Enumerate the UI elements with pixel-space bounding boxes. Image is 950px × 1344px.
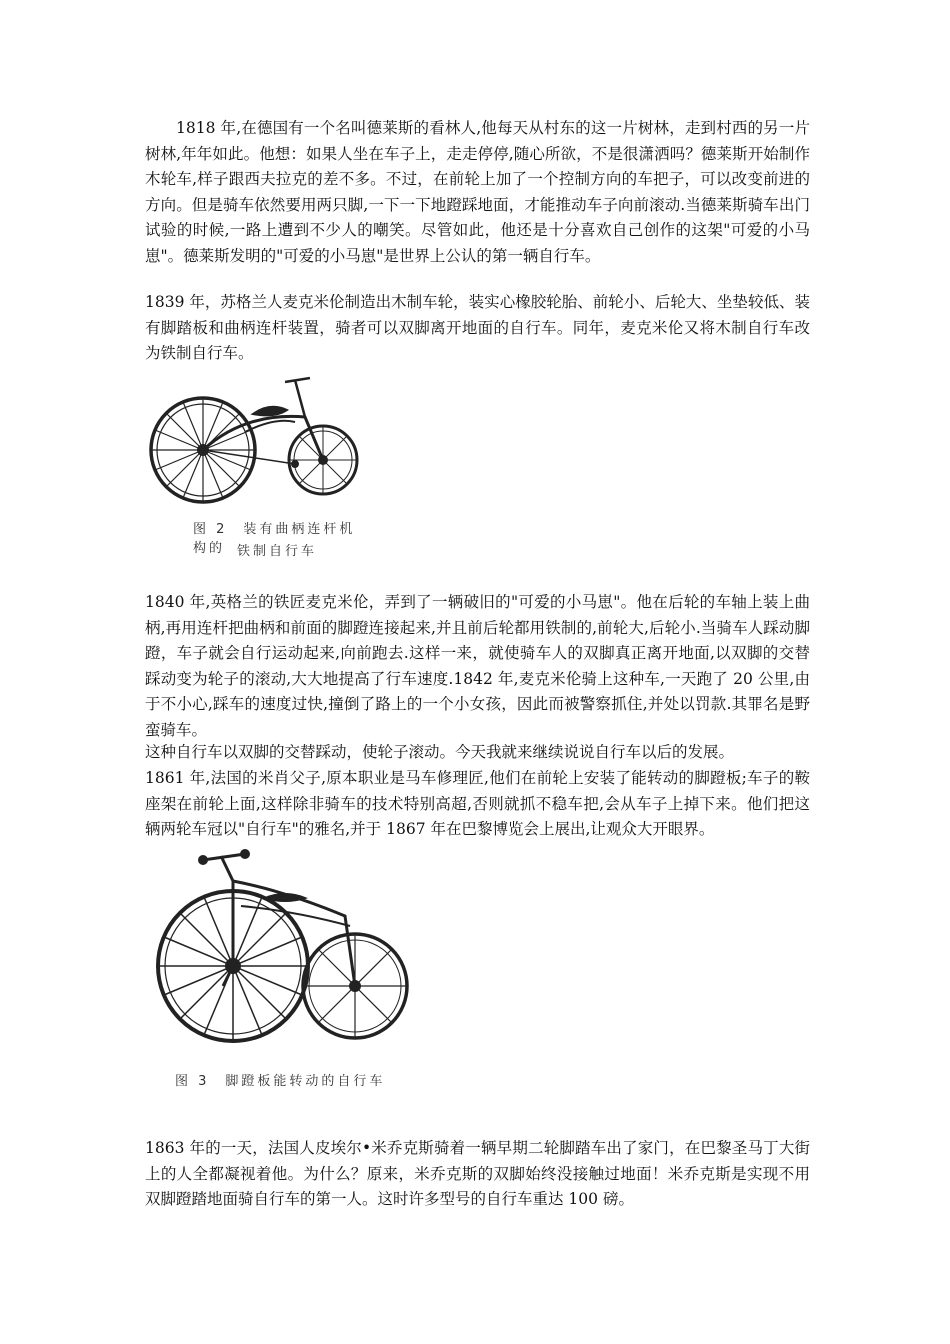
figure-3-pedal-bicycle: [145, 846, 415, 1092]
paragraph-1839: 1839 年，苏格兰人麦克米伦制造出木制车轮，装实心橡胶轮胎、前轮小、后轮大、坐垫较低、装有脚踏板和曲柄连杆装置，骑者可以双脚离开地面的自行车。同年，麦克米伦又将木制自行车改为铁制自行车。: [145, 293, 810, 363]
figure-2-iron-bicycle: [145, 372, 365, 562]
figure-3-caption: 图 3 脚蹬板能转动的自行车: [175, 1074, 386, 1089]
paragraph-1863: 1863 年的一天，法国人皮埃尔•米乔克斯骑着一辆早期二轮脚踏车出了家门，在巴黎圣马丁大街上的人全都凝视着他。为什么？原来，米乔克斯的双脚始终没接触过地面！米乔克斯是实现不用双脚蹬踏地面骑自行车的第一人。这时许多型号的自行车重达 100 磅。: [145, 1139, 810, 1209]
iron-bicycle-illustration: [145, 372, 365, 512]
paragraph-development: 这种自行车以双脚的交替踩动，使轮子滚动。今天我就来继续说说自行车以后的发展。: [145, 743, 735, 761]
paragraph-1818: 1818 年,在德国有一个名叫德莱斯的看林人,他每天从村东的这一片树林，走到村西的另一片树林,年年如此。他想：如果人坐在车子上，走走停停,随心所欲，不是很潇洒吗？德莱斯开始制作木轮车,样子跟西夫拉克的差不多。不过，在前轮上加了一个控制方向的车把子，可以改变前进的方向。但是骑车依然要用两只脚,一下一下地蹬踩地面，才能推动车子向前滚动.当德莱斯骑车出门试验的时候,一路上遭到不少人的嘲笑。尽管如此，他还是十分喜欢自己创作的这架"可爱的小马崽"。德莱斯发明的"可爱的小马崽"是世界上公认的第一辆自行车。: [145, 119, 810, 265]
paragraph-1861: 1861 年,法国的米肖父子,原本职业是马车修理匠,他们在前轮上安装了能转动的脚蹬板;车子的鞍座架在前轮上面,这样除非骑车的技术特别高超,否则就抓不稳车把,会从车子上掉下来。他们把这辆两轮车冠以"自行车"的雅名,并于 1867 年在巴黎博览会上展出,让观众大开眼界。: [145, 769, 810, 839]
pedal-bicycle-illustration: [145, 846, 415, 1066]
paragraph-1840: 1840 年,英格兰的铁匠麦克米伦，弄到了一辆破旧的"可爱的小马崽"。他在后轮的车轴上装上曲柄,再用连杆把曲柄和前面的脚蹬连接起来,并且前后轮都用铁制的,前轮大,后轮小.当骑车人踩动脚蹬，车子就会自行运动起来,向前跑去.这样一来，就使骑车人的双脚真正离开地面,以双脚的交替踩动变为轮子的滚动,大大地提高了行车速度.1842 年,麦克米伦骑上这种车,一天跑了 20 公里,由于不小心,踩车的速度过快,撞倒了路上的一个小女孩，因此而被警察抓住,并处以罚款.其罪名是野蛮骑车。: [145, 593, 810, 739]
figure-2-caption-line2: 铁制自行车: [237, 544, 318, 559]
figure-2-caption-line1: 图 2 装有曲柄连杆机构的: [193, 522, 356, 556]
